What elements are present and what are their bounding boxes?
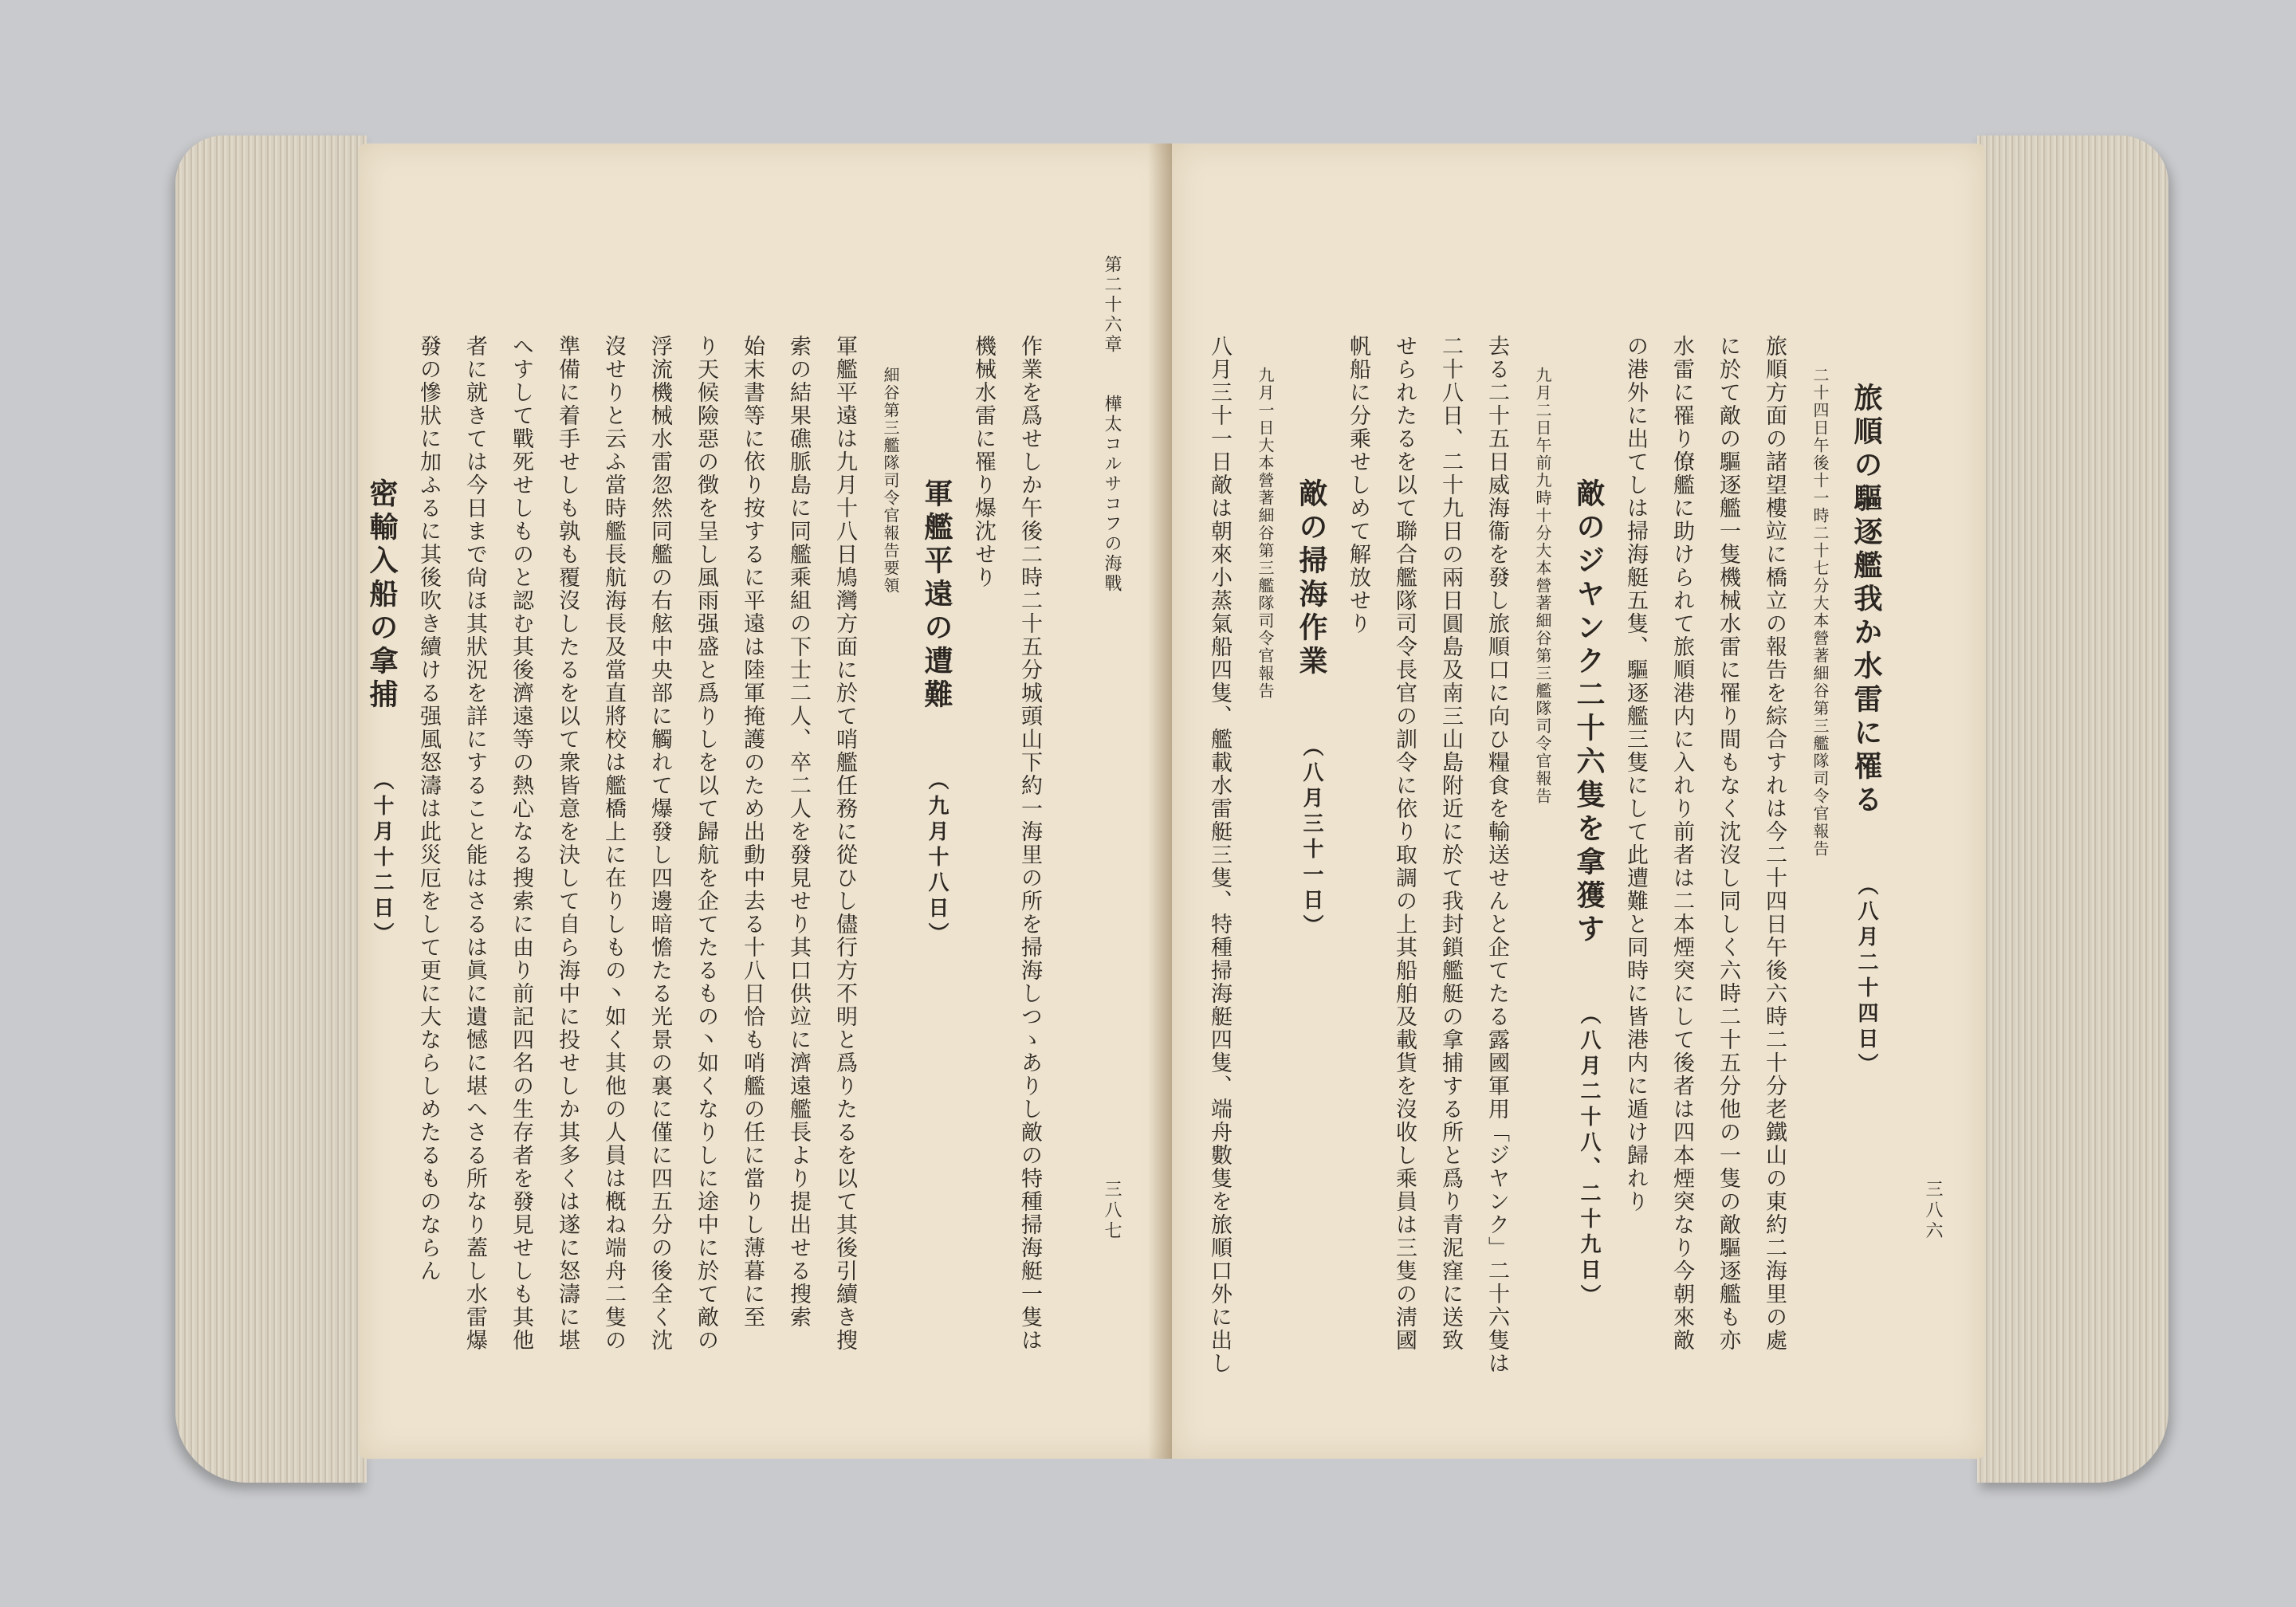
body-line: 準備に着手せしも孰も覆沒したるを以て衆皆意を決して自ら海中に投せしか其多くは遂に怒濤に堪 <box>555 335 580 1352</box>
body-line: 軍艦平遠は九月十八日鳩灣方面に於て哨艦任務に從ひし儘行方不明と爲りたるを以て其後引續き搜 <box>832 335 857 1352</box>
left-page-text <box>365 335 1052 1387</box>
report-source: 九月二日午前九時十分大本營著細谷第三艦隊司令官報告 <box>1533 367 1552 805</box>
heading-text: 敵の掃海作業 <box>1295 478 1328 679</box>
page-number-left: 三八七 <box>1102 1180 1122 1242</box>
page-edges-right <box>1977 136 2168 1483</box>
body-line: 水雷に罹り僚艦に助けられて旅順港内に入れり前者は二本煙突にして後者は四本煙突なり今朝來敵 <box>1669 335 1694 1352</box>
body-line: 旅順方面の諸望樓竝に橋立の報告を綜合すれは今二十四日午後六時二十分老鐵山の東約二海里の處 <box>1762 335 1787 1352</box>
heading-text: 敵のジヤンク二十六隻を拿獲す <box>1572 478 1606 947</box>
body-line: 索の結果礁脈島に同艦乘組の下士二人、卒二人を發見せり其口供竝に濟遠艦長より提出せる搜索 <box>786 335 811 1329</box>
body-line: 八月三十一日敵は朝來小蒸氣船四隻、艦載水雷艇三隻、特種掃海艇四隻、端舟數隻を旅順口外に出し <box>1207 335 1232 1375</box>
heading-date: （十月十二日） <box>370 780 394 948</box>
body-line: せられたるを以て聯合艦隊司令長官の訓令に依り取調の上其船舶及載貨を沒收し乘員は三隻の淸國 <box>1392 335 1417 1352</box>
body-line: 帆船に分乘せしめて解放せり <box>1346 335 1370 635</box>
report-source: 九月一日大本營著細谷第三艦隊司令官報告 <box>1256 367 1275 700</box>
body-line: 發の慘狀に加ふるに其後吹き續ける强風怒濤は此災厄をして更に大ならしめたるものならん <box>416 335 441 1283</box>
body-line: へすして戰死せしものと認む其後濟遠等の熱心なる搜索に由り前記四名の生存者を發見せしも其他 <box>509 335 533 1352</box>
left-page <box>359 143 1172 1459</box>
body-line: 去る二十五日威海衞を發し旅順口に向ひ糧食を輸送せんと企てたる露國軍用「ジヤンク」二十六隻は <box>1484 335 1509 1375</box>
open-book <box>175 120 2168 1507</box>
body-line: 浮流機械水雷忽然同艦の右舷中央部に觸れて爆發し四邊暗憺たる光景の裏に僅に四五分の後全く沈 <box>647 335 672 1352</box>
body-line: の港外に出てしは掃海艇五隻、驅逐艦三隻にして此遭難と同時に皆港内に遁け歸れり <box>1623 335 1648 1213</box>
body-line: り天候險惡の徴を呈し風雨强盛と爲りしを以て歸航を企てたるもの丶如くなりしに途中に於て敵の <box>694 335 718 1352</box>
section-heading-junks <box>1566 335 1612 1387</box>
running-head-chapter: 第二十六章 <box>1102 255 1122 355</box>
section-heading-heien <box>914 335 960 1387</box>
page-edges-left <box>175 136 367 1483</box>
section-heading-destroyer <box>1843 335 1889 1387</box>
heading-date: （八月二十四日） <box>1854 885 1878 1079</box>
body-line: 機械水雷に罹り爆沈せり <box>971 335 996 589</box>
body-line: 作業を爲せしか午後二時二十五分城頭山下約一海里の所を掃海しつゝありし敵の特種掃海艇一隻は <box>1017 335 1042 1352</box>
right-page <box>1172 143 1985 1459</box>
right-page-text <box>1207 335 1889 1387</box>
body-line: に於て敵の驅逐艦一隻機械水雷に罹り間もなく沈沒し同しく六時二十五分他の一隻の敵驅逐艦も亦 <box>1716 335 1740 1352</box>
heading-date: （九月十八日） <box>925 780 949 948</box>
heading-text: 軍艦平遠の遭難 <box>920 478 953 713</box>
section-heading-minesweeping <box>1288 335 1335 1387</box>
heading-text: 密輸入船の拿捕 <box>365 478 399 713</box>
body-line: 二十八日、二十九日の兩日圓島及南三山島附近に於て我封鎖艦艇の拿捕する所と爲り青泥窪に送致 <box>1438 335 1463 1352</box>
report-source: 細谷第三艦隊司令官報告要領 <box>881 367 900 595</box>
running-head <box>1099 255 1124 594</box>
report-source: 二十四日午後十一時二十七分大本營著細谷第三艦隊司令官報告 <box>1810 367 1830 858</box>
section-heading-smuggler <box>359 335 405 1387</box>
page-number-right: 三八六 <box>1923 1180 1943 1242</box>
heading-date: （八月三十一日） <box>1299 746 1323 940</box>
heading-text: 旅順の驅逐艦我か水雷に罹る <box>1850 383 1883 818</box>
heading-date: （八月二十八、二十九日） <box>1577 1014 1601 1310</box>
running-head-title: 樺太コルサコフの海戰 <box>1102 395 1122 594</box>
body-line: 始末書等に依り按するに平遠は陸軍掩護のため出動中去る十八日恰も哨艦の任に當りし薄暮に至 <box>740 335 765 1329</box>
body-line: 沒せりと云ふ當時艦長航海長及當直將校は艦橋上に在りしもの丶如く其他の人員は槪ね端舟二隻の <box>601 335 626 1352</box>
body-line: 者に就きては今日まで尙ほ其狀況を詳にすること能はさるは眞に遺憾に堪へさる所なり蓋し水雷爆 <box>462 335 487 1352</box>
